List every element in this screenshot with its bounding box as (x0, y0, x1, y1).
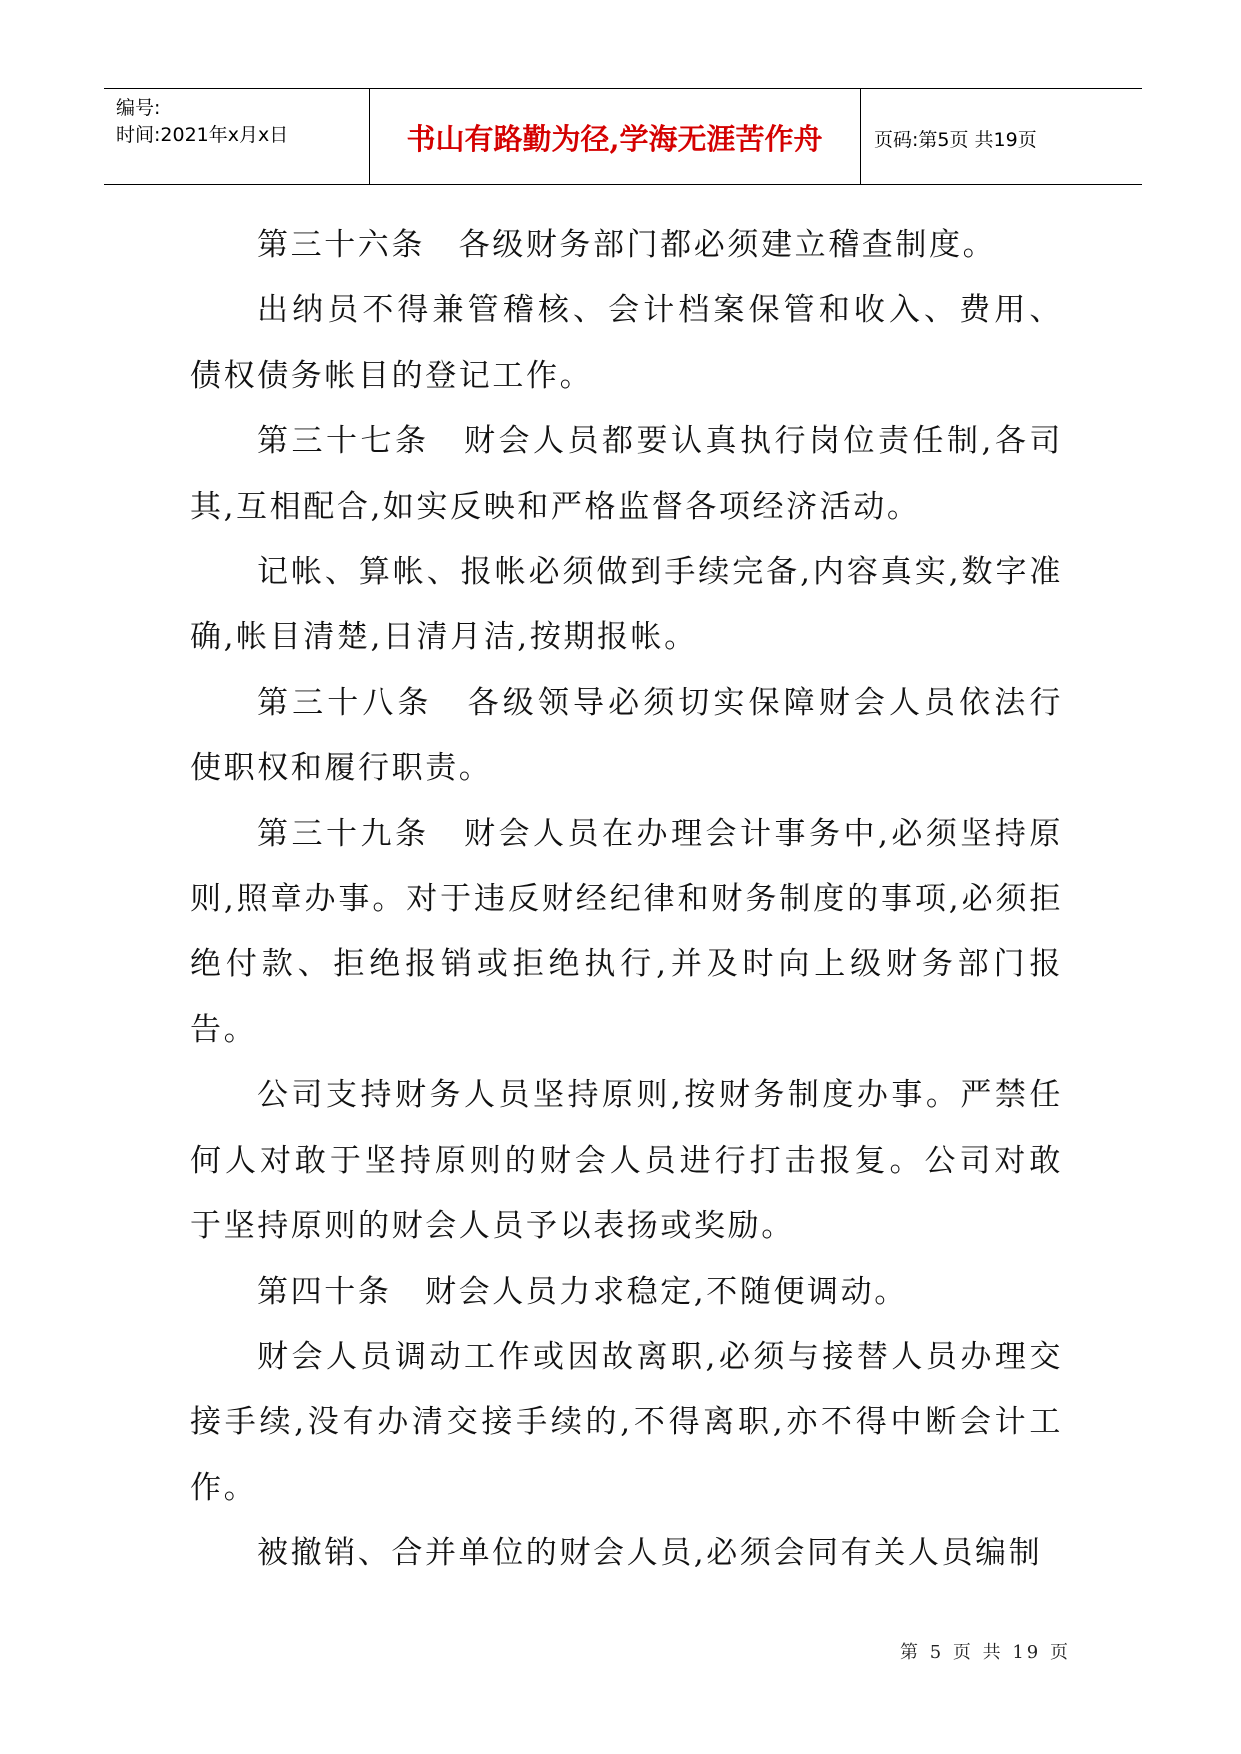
paragraph: 财会人员调动工作或因故离职,必须与接替人员办理交接手续,没有办清交接手续的,不得离职,亦不得中断会计工作。 (190, 1338, 1063, 1506)
header-divider (860, 89, 861, 184)
header-page-number: 页码:第5页 共19页 (874, 129, 1037, 151)
page-footer: 第 5 页 共 19 页 (900, 1642, 1071, 1663)
paragraph: 第四十条 财会人员力求稳定,不随便调动。 (257, 1273, 908, 1310)
paragraph: 公司支持财务人员坚持原则,按财务制度办事。严禁任何人对敢于坚持原则的财会人员进行打击报复。公司对敢于坚持原则的财会人员予以表扬或奖励。 (190, 1077, 1063, 1245)
paragraph: 出纳员不得兼管稽核、会计档案保管和收入、费用、债权债务帐目的登记工作。 (190, 292, 1063, 394)
number-label: 编号: (116, 97, 161, 119)
paragraph: 第三十六条 各级财务部门都必须建立稽查制度。 (257, 227, 997, 263)
header-meta (116, 95, 288, 149)
paragraph: 第三十七条 财会人员都要认真执行岗位责任制,各司其,互相配合,如实反映和严格监督各项经济活动。 (190, 423, 1063, 525)
paragraph: 第三十八条 各级领导必须切实保障财会人员依法行使职权和履行职责。 (190, 684, 1063, 787)
paragraph: 记帐、算帐、报帐必须做到手续完备,内容真实,数字准确,帐目清楚,日清月洁,按期报帐。 (190, 554, 1063, 656)
paragraph: 第三十九条 财会人员在办理会计事务中,必须坚持原则,照章办事。对于违反财经纪律和财务制度的事项,必须拒绝付款、拒绝报销或拒绝执行,并及时向上级财务部门报告。 (190, 815, 1063, 1048)
paragraph: 被撤销、合并单位的财会人员,必须会同有关人员编制 (257, 1535, 1043, 1572)
header-motto: 书山有路勤为径,学海无涯苦作舟 (406, 122, 823, 156)
page-header (104, 88, 1142, 185)
time-label: 时间:2021年x月x日 (116, 124, 289, 146)
document-body (190, 213, 1063, 1587)
